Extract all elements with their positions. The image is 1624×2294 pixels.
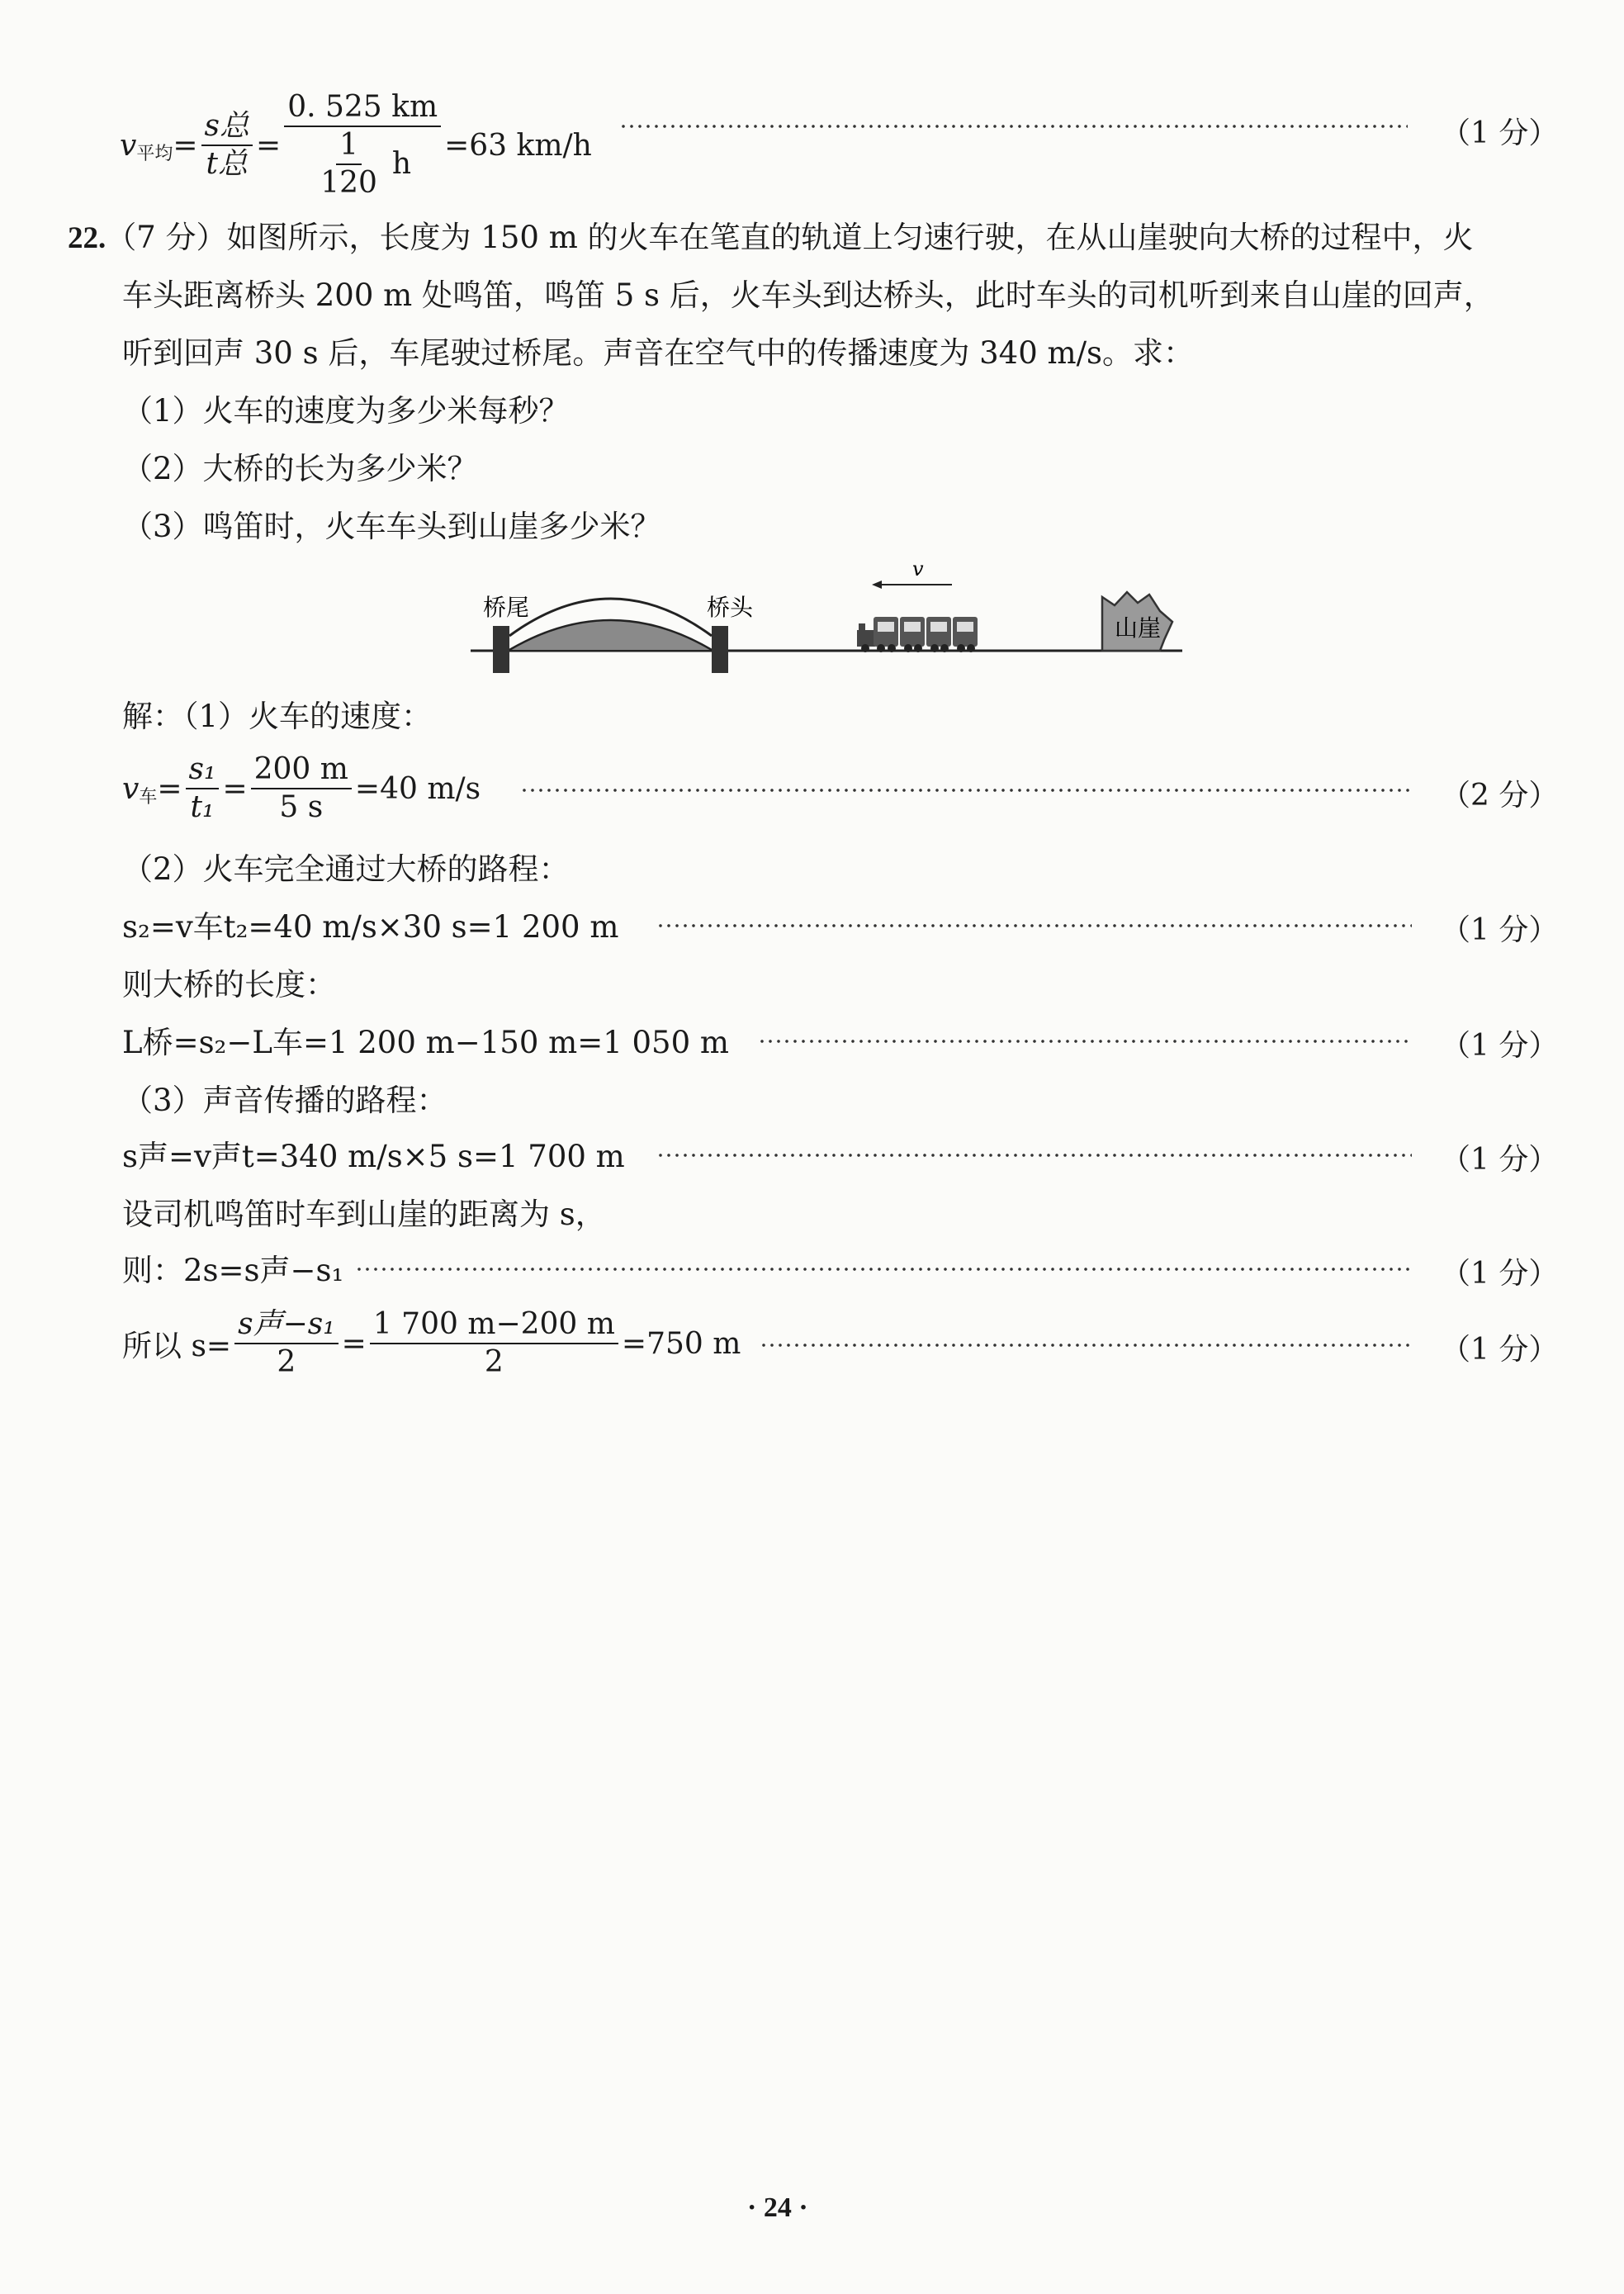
bridge-tail-label: 桥尾 (483, 594, 530, 621)
solution-formula-4: s声=v声t=340 m/s×5 s=1 700 m (122, 1139, 625, 1174)
train (857, 617, 978, 652)
denominator (310, 127, 414, 201)
velocity-label: v (912, 557, 924, 581)
bridge-tail-pier (493, 626, 509, 673)
solution-formula-3: L桥=s₂−L车=1 200 m−150 m=1 050 m (122, 1025, 729, 1060)
cliff-label: 山崖 (1115, 614, 1162, 642)
leader-dots (656, 923, 1412, 928)
solution-part2-intro: （2）火车完全通过大桥的路程： (122, 851, 570, 887)
leader-dots (520, 788, 1412, 793)
score-label: （1 分） (1441, 116, 1559, 150)
formula-subscript: 平均 (136, 143, 173, 164)
question-line-3: 听到回声 30 s 后，车尾驶过桥尾。声音在空气中的传播速度为 340 m/s。求： (122, 335, 1195, 371)
formula-result: =750 m (621, 1326, 741, 1361)
leader-dots (656, 1153, 1412, 1158)
sub-question-1: （1）火车的速度为多少米每秒？ (122, 393, 570, 429)
score-label: （1 分） (1441, 1333, 1559, 1367)
solution-part2-mid: 则大桥的长度： (122, 967, 336, 1002)
score-label: （1 分） (1441, 913, 1559, 947)
fraction (186, 751, 220, 826)
solution-formula-2: s₂=v车t₂=40 m/s×30 s=1 200 m (122, 909, 619, 945)
formula-subscript: 车 (139, 786, 158, 808)
score-label: （2 分） (1441, 779, 1559, 813)
leader-dots (760, 1343, 1412, 1348)
solution-part3-mid: 设司机鸣笛时车到山崖的距离为 s， (122, 1197, 606, 1232)
numerator: 200 m (251, 751, 352, 789)
leader-dots (355, 1267, 1412, 1272)
solution-formula-6: 所以 s= $\frac{\text{s声−s₁}}{2}$ = $\frac{1 700 m-200 m}{2}$ =750 m (122, 1307, 741, 1379)
train-bridge-figure (462, 557, 1205, 690)
fraction (201, 108, 253, 182)
fraction (234, 1306, 339, 1381)
numerator: 1 700 m−200 m (370, 1306, 618, 1344)
question-line-2: 车头距离桥头 200 m 处鸣笛，鸣笛 5 s 后，火车头到达桥头，此时车头的司机听到来自山崖的回声， (122, 277, 1494, 313)
denominator: t总 (206, 147, 248, 181)
question-number: 22. (68, 221, 107, 255)
numerator: s总 (201, 108, 253, 146)
numerator: s声−s₁ (234, 1306, 339, 1344)
numerator: 0. 525 km (284, 89, 441, 127)
question-text: （7 分）如图所示，长度为 150 m 的火车在笔直的轨道上匀速行驶，在从山崖驶向大桥的过程中，火 (106, 220, 1474, 255)
sub-question-3: （3）鸣笛时，火车车头到山崖多少米？ (122, 509, 661, 544)
formula-result: =40 m/s (354, 771, 481, 806)
denominator: 2 (484, 1345, 504, 1379)
leader-dots (758, 1039, 1412, 1044)
unit: h (391, 147, 412, 181)
page-number: · 24 · (747, 2192, 808, 2223)
bridge-head-pier (712, 626, 728, 673)
solution-formula-5: 则：2s=s声−s₁ (122, 1253, 344, 1288)
sub-question-2: （2）大桥的长为多少米？ (122, 451, 478, 486)
numerator: s₁ (186, 751, 220, 789)
fraction (284, 89, 441, 201)
fraction (370, 1306, 618, 1381)
denominator: t₁ (190, 790, 215, 824)
score-label: （1 分） (1441, 1257, 1559, 1291)
denominator: 5 s (279, 790, 324, 824)
bridge-head-label: 桥头 (707, 594, 754, 621)
question-line-1 (68, 217, 1474, 259)
leader-dots (619, 124, 1408, 129)
solution-part3-intro: （3）声音传播的路程： (122, 1083, 447, 1118)
formula-var: v (120, 128, 137, 163)
score-label: （1 分） (1441, 1029, 1559, 1063)
denominator: 120 (320, 166, 377, 200)
formula-prefix: 所以 s= (122, 1329, 232, 1363)
formula-var: v (122, 771, 140, 806)
numerator: 1 (336, 127, 362, 165)
formula-result: =63 km/h (444, 128, 592, 163)
top-formula: v 平均 = $\frac{\text{s总}}{\text{t总}}$ = 0. 525 km $\frac{1}{120}$ h =63 km/h (120, 90, 592, 200)
solution-formula-1: v 车 = $\frac{\text{s₁}}{\text{t₁}}$ = $\frac{200 m}{5 s}$ =40 m/s (122, 752, 481, 824)
denominator: 2 (277, 1345, 296, 1379)
score-label: （1 分） (1441, 1143, 1559, 1177)
solution-intro: 解：（1）火车的速度： (122, 699, 433, 734)
velocity-arrowhead (872, 581, 882, 589)
fraction (251, 751, 352, 826)
nested-fraction (317, 127, 381, 201)
